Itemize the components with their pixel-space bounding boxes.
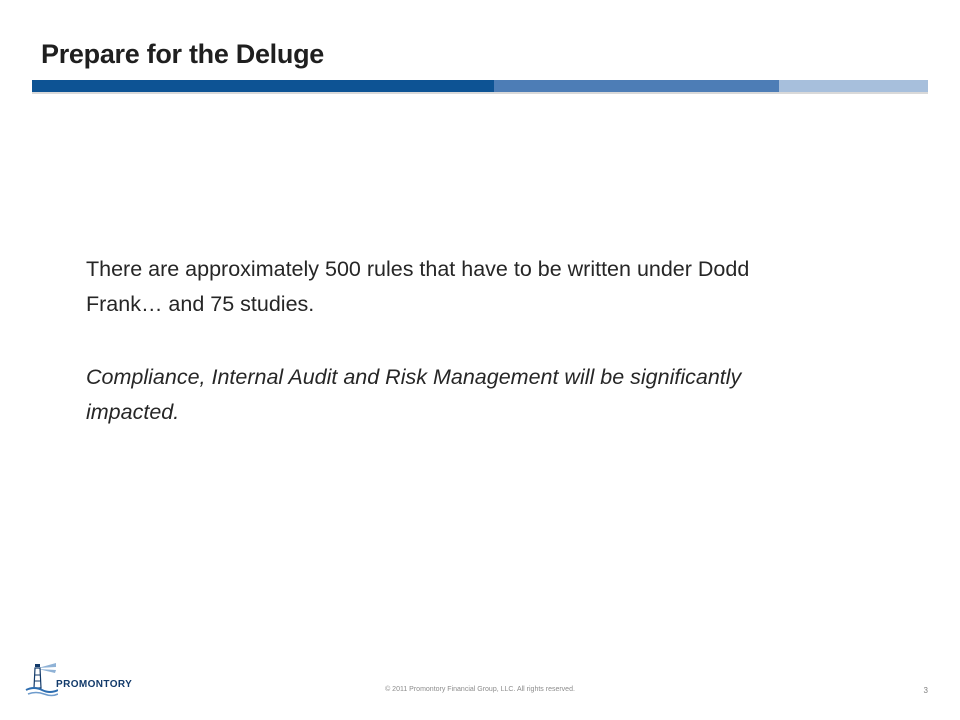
slide-body (86, 252, 806, 430)
title-bar-light-segment (779, 80, 928, 92)
title-accent-bar (32, 80, 928, 94)
slide-title: Prepare for the Deluge (41, 39, 324, 69)
title-bar-mid-segment (494, 80, 779, 92)
lighthouse-icon (24, 660, 58, 700)
body-paragraph-rules: There are approximately 500 rules that have to be written under Dodd Frank… and 75 studies. (86, 257, 750, 316)
body-paragraph-impact: Compliance, Internal Audit and Risk Management will be significantly impacted. (86, 365, 742, 424)
promontory-logo (24, 660, 174, 700)
title-bar-underline (32, 92, 928, 94)
title-bar-dark-segment (32, 80, 494, 92)
logo-wordmark: PROMONTORY (56, 679, 133, 690)
page-number: 3 (923, 686, 928, 695)
copyright-notice: © 2011 Promontory Financial Group, LLC. All rights reserved. (385, 686, 575, 693)
